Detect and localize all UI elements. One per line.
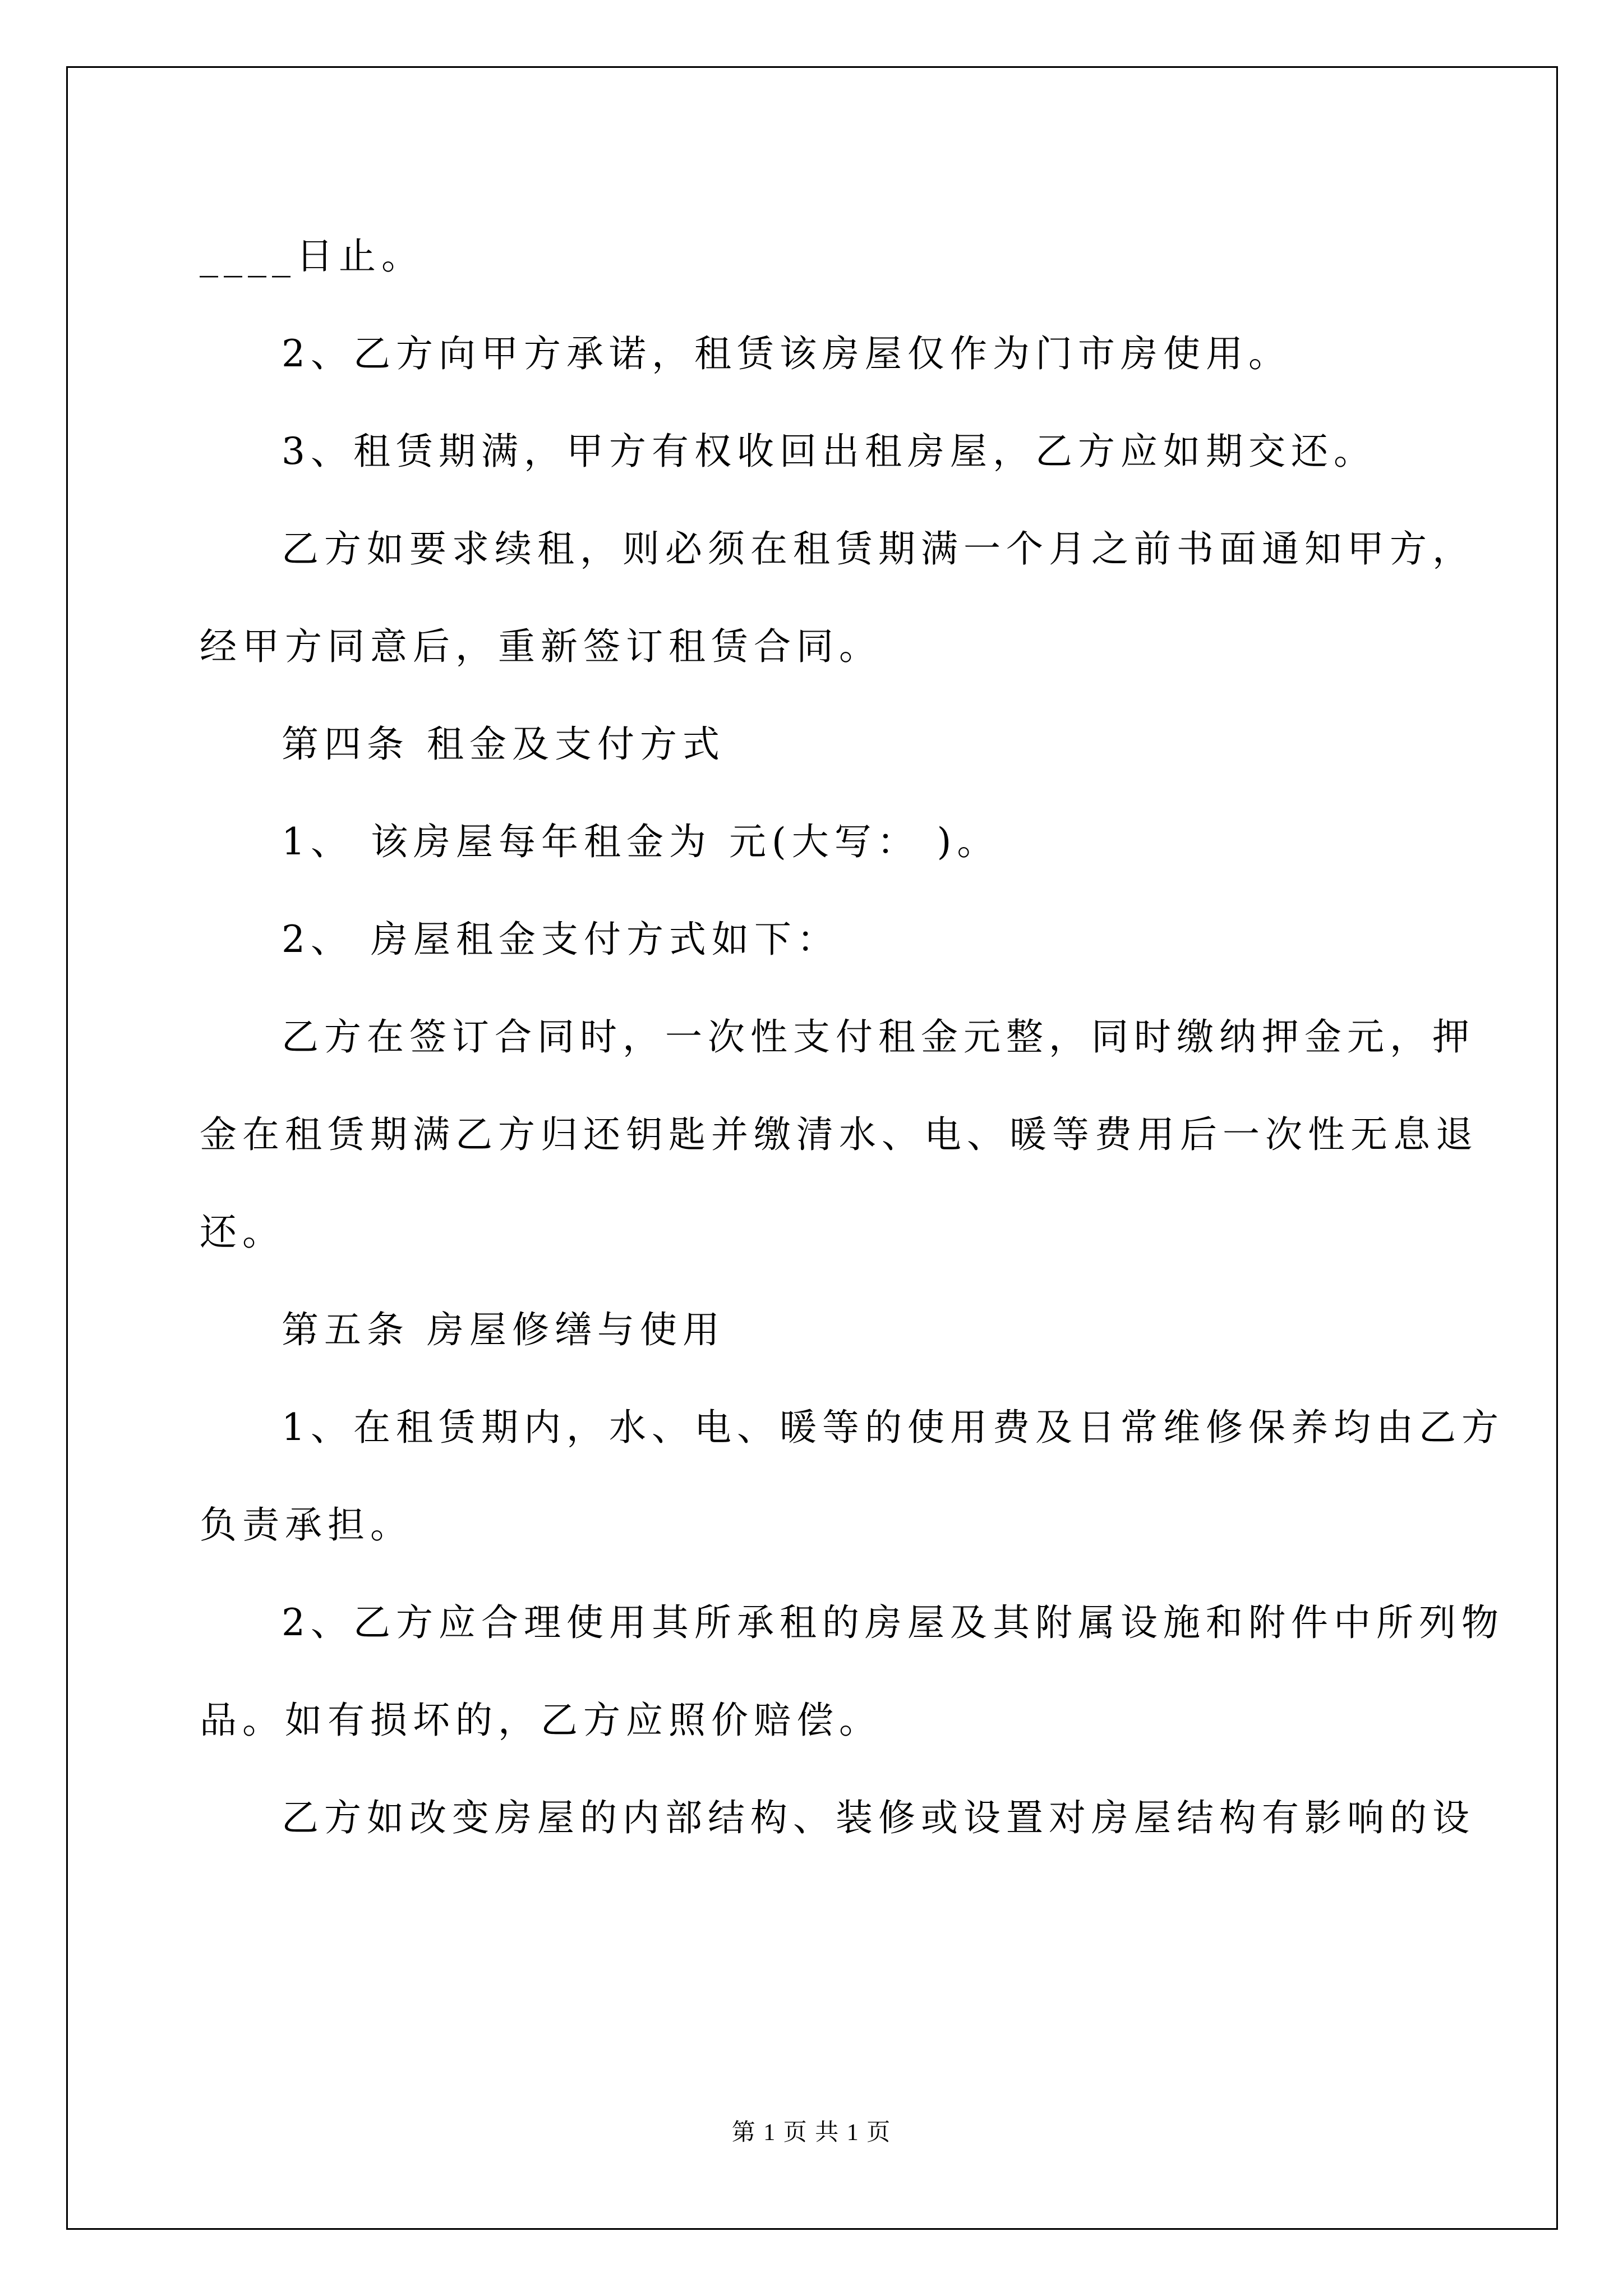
page-number-footer: 第 1 页 共 1 页	[731, 2120, 892, 2146]
text-line: 乙方如要求续租，则必须在租赁期满一个月之前书面通知甲方，	[282, 527, 1475, 570]
text-line: 品。如有损坏的，乙方应照价赔偿。	[200, 1699, 882, 1742]
text-line: 1、在租赁期内，水、电、暖等的使用费及日常维修保养均由乙方	[282, 1406, 1504, 1449]
text-line: 3、租赁期满，甲方有权收回出租房屋，乙方应如期交还。	[282, 430, 1376, 473]
text-line: 经甲方同意后，重新签订租赁合同。	[200, 625, 882, 668]
text-line: 2、乙方向甲方承诺，租赁该房屋仅作为门市房使用。	[282, 332, 1291, 375]
text-line: 乙方在签订合同时，一次性支付租金元整，同时缴纳押金元，押	[282, 1015, 1475, 1059]
text-line: ____日止。	[200, 234, 424, 278]
document-body	[200, 208, 1504, 1867]
text-line: 2、乙方应合理使用其所承租的房屋及其附属设施和附件中所列物	[282, 1601, 1504, 1644]
section-heading: 第四条 租金及支付方式	[282, 723, 725, 766]
text-line: 乙方如改变房屋的内部结构、装修或设置对房屋结构有影响的设	[282, 1796, 1475, 1839]
text-line: 还。	[200, 1211, 285, 1254]
text-line: 1、 该房屋每年租金为 元(大写： )。	[282, 820, 1000, 863]
text-line: 2、 房屋租金支付方式如下：	[282, 918, 840, 961]
text-line: 负责承担。	[200, 1503, 413, 1547]
text-line: 金在租赁期满乙方归还钥匙并缴清水、电、暖等费用后一次性无息退	[200, 1113, 1478, 1156]
section-heading: 第五条 房屋修缮与使用	[282, 1308, 725, 1351]
